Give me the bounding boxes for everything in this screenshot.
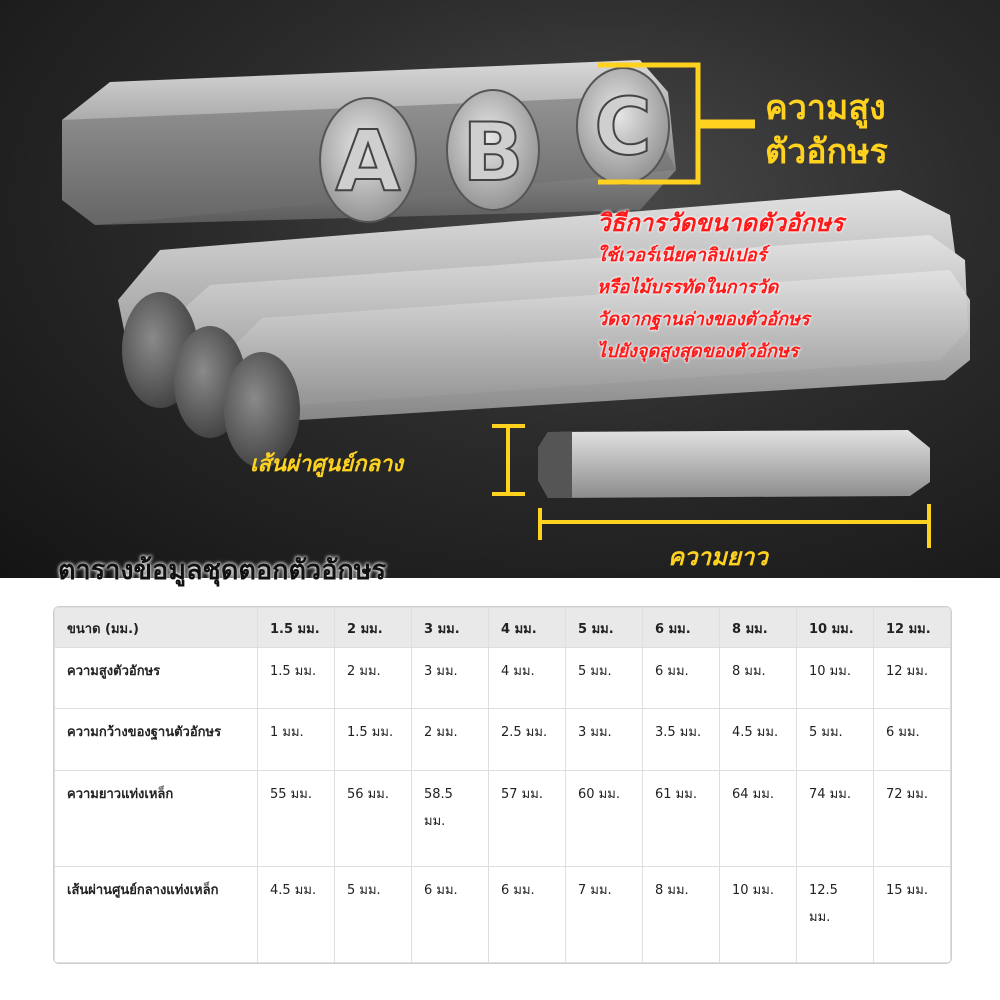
header-cell: 8 มม. [720, 608, 797, 648]
table-row [55, 709, 951, 770]
diameter-label: เส้นผ่าศูนย์กลาง [250, 452, 404, 477]
table-cell: 8 มม. [720, 648, 797, 709]
spec-table [54, 607, 951, 963]
table-title: ตารางข้อมูลชุดตอกตัวอักษร [58, 555, 387, 586]
instructions-title: วิธีการวัดขนาดตัวอักษร [597, 209, 844, 237]
row-label: เส้นผ่านศูนย์กลางแท่งเหล็ก [55, 866, 258, 962]
row-label: ความกว้างของฐานตัวอักษร [55, 709, 258, 770]
table-cell: 56 มม. [335, 770, 412, 866]
table-cell: 3 มม. [566, 709, 643, 770]
table-cell: 57 มม. [489, 770, 566, 866]
letter-height-label-line1: ความสูง [765, 88, 886, 128]
table-cell: 2 มม. [412, 709, 489, 770]
header-cell: 2 มม. [335, 608, 412, 648]
row-label: ความยาวแท่งเหล็ก [55, 770, 258, 866]
table-row [55, 866, 951, 962]
table-header-row [55, 608, 951, 648]
table-row [55, 770, 951, 866]
diameter-marker [492, 426, 525, 494]
row-label: ความสูงตัวอักษร [55, 648, 258, 709]
instruction-line: หรือไม้บรรทัดในการวัด [597, 277, 779, 298]
table-cell: 5 มม. [797, 709, 874, 770]
table-cell: 5 มม. [566, 648, 643, 709]
table-cell: 1 มม. [258, 709, 335, 770]
header-cell: 4 มม. [489, 608, 566, 648]
instruction-line: ไปยังจุดสูงสุดของตัวอักษร [597, 341, 799, 362]
table-cell: 10 มม. [720, 866, 797, 962]
table-cell: 1.5 มม. [335, 709, 412, 770]
table-cell: 4.5 มม. [720, 709, 797, 770]
table-cell: 2.5 มม. [489, 709, 566, 770]
header-cell: 5 มม. [566, 608, 643, 648]
table-cell: 60 มม. [566, 770, 643, 866]
measuring-instructions [597, 206, 844, 368]
table-cell: 7 มม. [566, 866, 643, 962]
table-cell: 5 มม. [335, 866, 412, 962]
letter-a: A [335, 112, 401, 210]
header-cell: 10 มม. [797, 608, 874, 648]
instruction-line: วัดจากฐานล่างของตัวอักษร [597, 309, 810, 330]
table-cell: 8 มม. [643, 866, 720, 962]
length-label: ความยาว [668, 543, 768, 571]
table-cell: 3 มม. [412, 648, 489, 709]
table-cell: 74 มม. [797, 770, 874, 866]
table-cell: 64 มม. [720, 770, 797, 866]
letter-c: C [594, 83, 652, 173]
table-cell: 61 มม. [643, 770, 720, 866]
table-cell: 15 มม. [874, 866, 951, 962]
header-cell: ขนาด (มม.) [55, 608, 258, 648]
table-cell: 6 มม. [643, 648, 720, 709]
table-cell: 58.5 มม. [412, 770, 489, 866]
header-cell: 6 มม. [643, 608, 720, 648]
table-cell: 12 มม. [874, 648, 951, 709]
header-cell: 12 มม. [874, 608, 951, 648]
table-cell: 6 มม. [874, 709, 951, 770]
letter-height-label [765, 86, 888, 174]
header-cell: 3 มม. [412, 608, 489, 648]
letter-height-label-line2: ตัวอักษร [765, 132, 888, 172]
header-cell: 1.5 มม. [258, 608, 335, 648]
table-cell: 4.5 มม. [258, 866, 335, 962]
instruction-line: ใช้เวอร์เนียคาลิปเปอร์ [597, 245, 767, 266]
table-cell: 55 มม. [258, 770, 335, 866]
table-row [55, 648, 951, 709]
letter-b: B [462, 106, 524, 199]
table-cell: 72 มม. [874, 770, 951, 866]
table-cell: 6 มม. [412, 866, 489, 962]
spec-table-container [53, 606, 952, 964]
table-cell: 6 มม. [489, 866, 566, 962]
table-cell: 3.5 มม. [643, 709, 720, 770]
table-cell: 1.5 มม. [258, 648, 335, 709]
table-cell: 12.5 มม. [797, 866, 874, 962]
table-cell: 10 มม. [797, 648, 874, 709]
table-cell: 4 มม. [489, 648, 566, 709]
sample-punch-bar [538, 430, 930, 498]
table-cell: 2 มม. [335, 648, 412, 709]
